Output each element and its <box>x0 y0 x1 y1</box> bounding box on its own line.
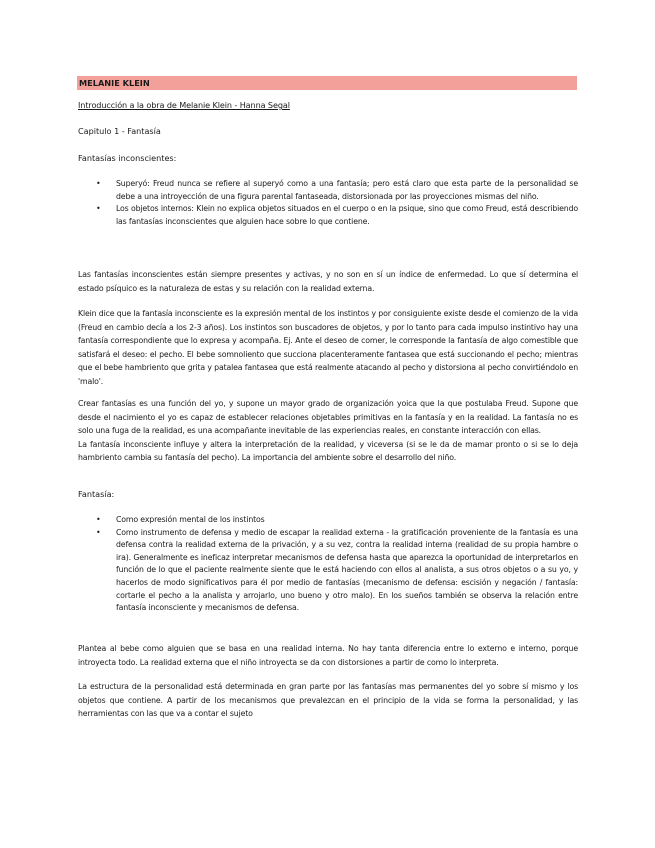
section-heading-fantasias-inconscientes: Fantasías inconscientes: <box>78 153 177 163</box>
bullet-item-superyo: • Superyó: Freud nunca se refiere al superyó como a una fantasía; pero está claro que esta parte de la personalidad se debe a una introyección de una figura parental fantaseada, distorsionada por las proyecciones mismas del niño. <box>78 178 578 203</box>
paragraph-crear-fantasias: Crear fantasías es una función del yo, y supone un mayor grado de organización yoica que la que postulaba Freud. Supone que desde el nacimiento el yo es capaz de establecer relaciones objetables primitivas en la fantasía y en la realidad. La fantasía no es solo una fuga de la realidad, es una acompañante inevitable de las experiencias reales, en constante interacción con ellas. La fantasía inconsciente influye y altera la interpretación de la realidad, y viceversa (si se le da de mamar pronto o si se lo deja hambriento cambia su fantasía del pecho). La importancia del ambiente sobre el desarrollo del niño. <box>78 399 578 463</box>
bullet-item-instrumento-defensa: • Como instrumento de defensa y medio de escapar la realidad externa - la gratificación proveniente de la fantasía es una defensa contra la realidad externa de la privación, y a su vez, contra la realidad interna (realidad de su propia hambre o ira). Generalmente es ineficaz interpretar mecanismos de defensa hasta que aparezca la oportunidad de interpretarlos en función de lo que el paciente realmente siente que le está haciendo con ellos al analista, a sus otros objetos o a su yo, y hacerlos de modo significativos para él por medio de fantasías (mecanismo de defensa: escisión y negación / fantasía: cortarle el pecho a la analista y arrojarlo, uno bueno y otro malo). En los sueños también se observa la relación entre fantasía inconsciente y mecanismos de defensa. <box>78 527 578 615</box>
paragraph-realidad-interna: Plantea al bebe como alguien que se basa en una realidad interna. No hay tanta diferencia entre lo externo e interno, porque introyecta todo. La realidad externa que el niño introyecta se da con distorsiones a partir de como lo interpreta. <box>78 644 578 667</box>
bullet-list-fantasias-inconscientes <box>78 178 578 228</box>
bullet-item-objetos-internos: • Los objetos internos: Klein no explica objetos situados en el cuerpo o en la psique, sino que como Freud, está describiendo las fantasías inconscientes que alguien hace sobre lo que contiene. <box>78 203 578 228</box>
bullet-item-expresion-mental: • Como expresión mental de los instintos <box>78 514 578 527</box>
bullet-list-fantasia <box>78 514 578 615</box>
document-subtitle: Introducción a la obra de Melanie Klein - Hanna Segal <box>78 100 290 110</box>
paragraph-estructura-personalidad: La estructura de la personalidad está determinada en gran parte por las fantasías mas permanentes del yo sobre sí mismo y los objetos que contiene. A partir de los mecanismos que prevalezcan en el principio de la vida se forma la personalidad, y las herramientas con las que va a contar el sujeto <box>78 682 578 719</box>
chapter-heading: Capitulo 1 - Fantasía <box>78 126 161 136</box>
document-title: MELANIE KLEIN <box>77 76 577 90</box>
section-heading-fantasia: Fantasía: <box>78 489 115 499</box>
paragraph-expresion-mental: Klein dice que la fantasía inconsciente es la expresión mental de los instintos y por consiguiente existe desde el comienzo de la vida (Freud en cambio decía a los 2-3 años). Los instintos son buscadores de objetos, y por lo tanto para cada impulso instintivo hay una fantasía correspondiente que lo expresa y acompaña. Ej. Ante el deseo de comer, le corresponde la fantasía de algo comestible que satisfará el deseo: el pecho. El bebe somnoliento que succiona placenteramente fantasea que está succionando el pecho; mientras que el bebe hambriento que grita y patalea fantasea que está realmente atacando al pecho y distorsiona al pecho convirtiéndolo en 'malo'. <box>78 309 578 386</box>
paragraph-fantasias-presentes: Las fantasías inconscientes están siempre presentes y activas, y no son en sí un índice de enfermedad. Lo que sí determina el estado psíquico es la naturaleza de estas y su relación con la realidad externa. <box>78 270 578 293</box>
